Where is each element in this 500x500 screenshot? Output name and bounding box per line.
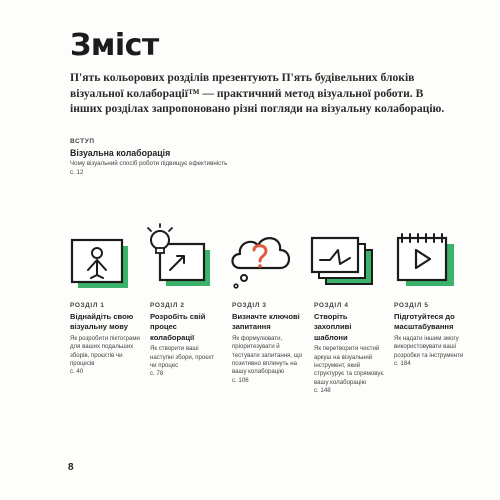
section-tag: РОЗДІЛ 4 (314, 302, 349, 309)
question-cloud-icon (226, 220, 296, 292)
section-tag: РОЗДІЛ 1 (70, 302, 105, 309)
section-description: Як створити ваші наступні збори, проєкт чи процес (150, 345, 214, 370)
section-tag: ВСТУП (70, 138, 95, 145)
section-2[interactable] (150, 302, 222, 379)
section-title: Визначте ключові запитання (232, 312, 300, 332)
section-tag: РОЗДІЛ 2 (150, 302, 185, 309)
section-description: Як надати іншим змогу використовувати ваші розробки та інструменти (394, 334, 464, 359)
section-page: с. 12 (70, 168, 84, 176)
section-title: Розробіть свій процес колаборації (150, 312, 206, 342)
page-title: Зміст (70, 28, 159, 63)
section-tag: РОЗДІЛ 5 (394, 302, 429, 309)
section-title: Підготуйтеся до масштабування (394, 312, 455, 332)
section-page: с. 184 (394, 360, 411, 368)
section-description: Чому візуальний спосіб роботи підвищує ефективність (70, 160, 228, 167)
section-description: Як розробити піктограми для ваших подальших зборів, проєктів чи процесів (70, 334, 140, 368)
section-page: с. 106 (232, 376, 249, 384)
page-number: 8 (68, 462, 74, 473)
section-page: с. 40 (70, 368, 84, 376)
section-page: с. 78 (150, 370, 164, 378)
intro-section[interactable] (70, 138, 270, 177)
intro-paragraph: П'ять кольорових розділів презентують П'ять будівельних блоків візуальної колаборації™ — практичний метод візуальної роботи. В інших розділах запропоновано різні погляди на візуальну колаборацію. (70, 71, 445, 115)
section-4[interactable] (314, 302, 386, 396)
pictogram-icon (66, 220, 136, 292)
section-title: Створіть захопливі шаблони (314, 312, 352, 342)
section-title: Візуальна колаборація (70, 148, 171, 158)
section-3[interactable] (232, 302, 304, 385)
section-icons (64, 220, 464, 300)
section-tag: РОЗДІЛ 3 (232, 302, 267, 309)
section-title: Віднайдіть свою візуальну мову (70, 312, 134, 332)
section-1[interactable] (70, 302, 142, 377)
template-cards-icon (306, 220, 376, 292)
section-description: Як перетворити чистий аркуш на візуальний інструмент, який структурує та спрямовує вашу колаборацію (314, 345, 384, 386)
lightbulb-icon (144, 220, 214, 292)
section-description: Як формулювати, пріоритезувати й тестувати запитання, що позитивно вплинуть на вашу колаборацію (232, 334, 303, 376)
section-page: с. 148 (314, 387, 331, 395)
flipchart-icon (386, 220, 456, 292)
section-5[interactable] (394, 302, 466, 368)
